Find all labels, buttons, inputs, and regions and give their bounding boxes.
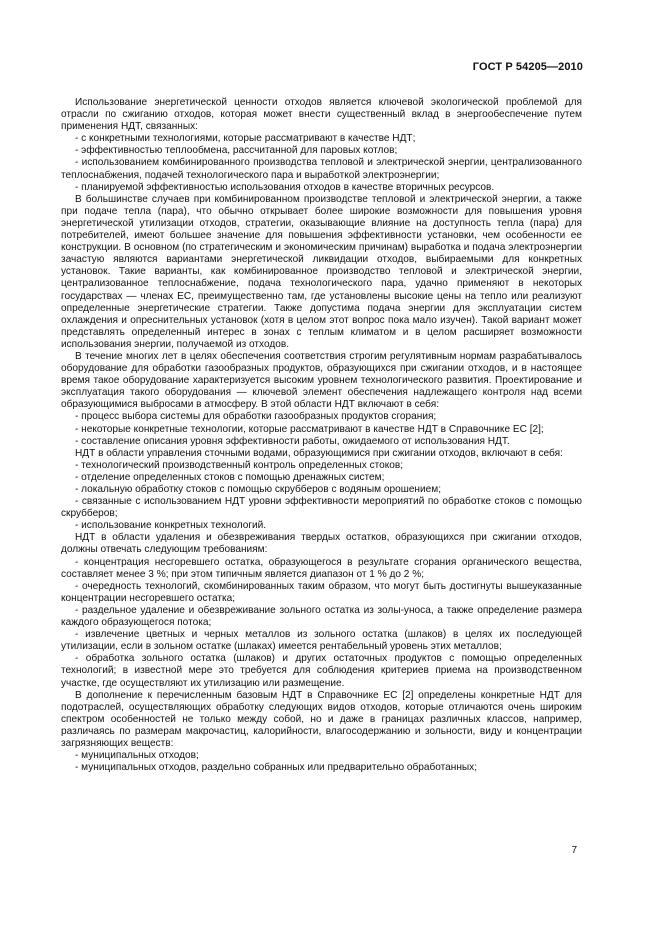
list-item: - локальную обработку стоков с помощью скрубберов с водяным орошением; (75, 484, 442, 495)
list-item: - муниципальных отходов, раздельно собранных или предварительно обработанных; (75, 762, 478, 774)
list-item: - концентрация несгоревшего остатка, образующегося в результате сгорания органического вещества, составляет менее 3 %; при этом типичным является диапазон от 1 % до 2 %; (61, 556, 582, 580)
page-number: 7 (571, 845, 577, 856)
list-item: - эффективностью теплообмена, рассчитанной для паровых котлов; (75, 145, 398, 157)
standard-code-header: ГОСТ Р 54205—2010 (472, 61, 583, 73)
list-item: - с конкретными технологиями, которые рассматривают в качестве НДТ; (75, 133, 416, 145)
list-item: - обработка зольного остатка (шлаков) и других остаточных продуктов с помощью определенных технологий; в известной мере это требуется для соблюдения критериев приема на производственном участке, где осуществляют их утилизацию или размещение. (61, 653, 582, 689)
list-item: - планируемой эффективностью использования отходов в качестве вторичных ресурсов. (75, 181, 495, 193)
paragraph: Использование энергетической ценности отходов является ключевой экологической проблемой для отрасли по сжиганию отходов, которая может внести существенный вклад в энергообеспечение путем применения НДТ, связанных: (61, 97, 582, 133)
list-item: - муниципальных отходов; (75, 750, 199, 762)
list-item: - извлечение цветных и черных металлов из зольного остатка (шлаков) в целях их последующей утилизации, если в зольном остатке (шлаках) имеется рентабельный уровень этих металлов; (61, 629, 582, 653)
list-item: - связанные с использованием НДТ уровни эффективности мероприятий по обработке стоков с помощью скрубберов; (61, 496, 582, 520)
paragraph: В течение многих лет в целях обеспечения соответствия строгим регулятивным нормам разрабатывалось оборудование для обработки газообразных продуктов, образующихся при сжигании отходов, и в настоящее время такое оборудование характеризуется высоким уровнем технологического развития. Проектирование и эксплуатация такого оборудования — ключевой элемент обеспечения надлежащего контроля над всеми образующимися выбросами в атмосферу. В этой области НДТ включают в себя: (61, 350, 582, 411)
list-item: - отделение определенных стоков с помощью дренажных систем; (75, 471, 385, 483)
paragraph: НДТ в области удаления и обезвреживания твердых остатков, образующихся при сжигании отходов, должны отвечать следующим требованиям: (61, 532, 582, 556)
list-item: - некоторые конкретные технологии, которые рассматривают в качестве НДТ в Справочнике ЕС [2]; (75, 423, 544, 435)
list-item: - составление описания уровня эффективности работы, ожидаемого от использования НДТ. (75, 435, 510, 447)
list-item: - процесс выбора системы для обработки газообразных продуктов сгорания; (75, 411, 437, 423)
list-item: - раздельное удаление и обезвреживание зольного остатка из золы-уноса, а также определение размера каждого образующегося потока; (61, 604, 582, 629)
document-body (61, 97, 582, 774)
list-item: - очередность технологий, скомбинированных таким образом, что могут быть достигнуты вышеуказанные концентрации несгоревшего остатка; (61, 580, 582, 604)
list-item: - технологический производственный контроль определенных стоков; (75, 459, 404, 471)
list-item: - использованием комбинированного производства тепловой и электрической энергии, централизованного теплоснабжения, подачей технологического пара и выработкой электроэнергии; (61, 157, 582, 181)
list-item: - использование конкретных технологий. (75, 520, 267, 532)
paragraph: НДТ в области управления сточными водами, образующимися при сжигании отходов, включают в себя: (75, 447, 563, 459)
paragraph: В дополнение к перечисленным базовым НДТ в Справочнике ЕС [2] определены конкретные НДТ для подотраслей, осуществляющих обработку следующих видов отходов, которые отличаются очень широким спектром особенностей не только между собой, но и даже в границах различных классов, например, различаясь по размерам макрочастиц, калорийности, влагосодержанию и зольности, виду и концентрации загрязняющих веществ: (61, 689, 582, 749)
paragraph: В большинстве случаев при комбинированном производстве тепловой и электрической энергии, а также при подаче тепла (пара), что обычно открывает более широкие возможности для повышения уровня энергетической утилизации отходов, стратегии, оказывающие влияние на доступность тепла (пара) для потребителей, имеют большее значение для повышения эффективности установки, чем особенности ее конструкции. В основном (по стратегическим и экономическим причинам) выработка и подача электроэнергии зачастую являются вариантами энергетической ликвидации отходов, выбираемыми для конкретных установок. Такие варианты, как комбинированное производство тепловой и электрической энергии, централизованное теплоснабжение, подача технологического пара, удачно применяют в некоторых государствах — членах ЕС, преимущественно там, где установлены высокие цены на тепло или реализуют определенные энергетические стратегии. Также допустима подача энергии для эксплуатации систем охлаждения и опреснительных установок (хотя в целом этот вопрос пока мало изучен). Такой вариант может представлять определенный интерес в зонах с теплым климатом и в целом расширяет возможности использования энергии, получаемой из отходов. (61, 193, 582, 350)
